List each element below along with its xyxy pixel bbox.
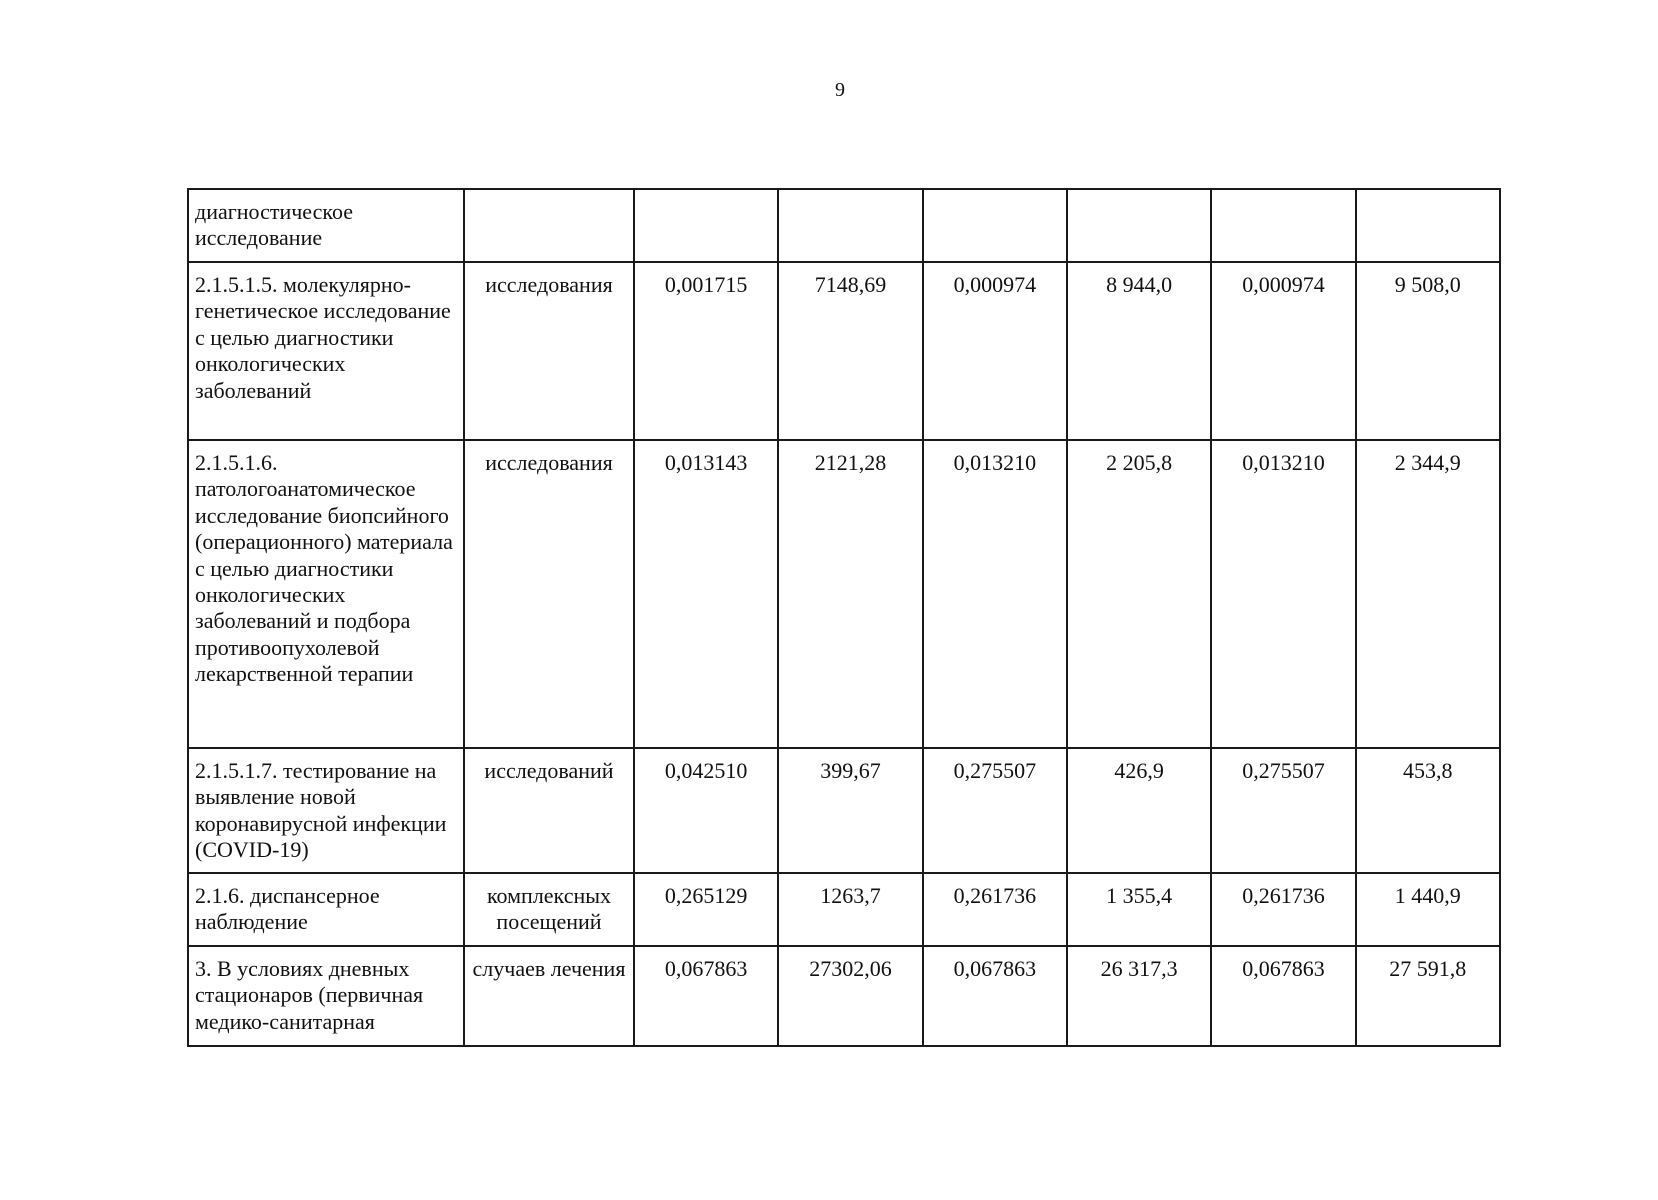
value-cell: 27 591,8 bbox=[1356, 946, 1500, 1046]
value-cell: 0,275507 bbox=[923, 748, 1067, 873]
row-name-cell: 2.1.6. диспансерное наблюдение bbox=[188, 873, 464, 946]
value-cell: 0,000974 bbox=[1211, 262, 1355, 440]
row-unit-cell: случаев лечения bbox=[464, 946, 634, 1046]
value-cell: 453,8 bbox=[1356, 748, 1500, 873]
row-name-cell: диагностическое исследование bbox=[188, 189, 464, 262]
value-cell: 0,013210 bbox=[923, 440, 1067, 748]
value-cell bbox=[1356, 189, 1500, 262]
row-unit-cell: исследований bbox=[464, 748, 634, 873]
row-name-cell: 2.1.5.1.7. тестирование на выявление новой коронавирусной инфекции (COVID-19) bbox=[188, 748, 464, 873]
value-cell: 0,000974 bbox=[923, 262, 1067, 440]
row-name-cell: 2.1.5.1.6. патологоанатомическое исследование биопсийного (операционного) материала с целью диагностики онкологических заболеваний и подбора противоопухолевой лекарственной терапии bbox=[188, 440, 464, 748]
value-cell: 0,042510 bbox=[634, 748, 778, 873]
row-unit-cell: комплексных посещений bbox=[464, 873, 634, 946]
row-unit-cell bbox=[464, 189, 634, 262]
value-cell: 0,001715 bbox=[634, 262, 778, 440]
table-row bbox=[188, 262, 1500, 440]
table-row bbox=[188, 748, 1500, 873]
value-cell: 399,67 bbox=[778, 748, 922, 873]
value-cell: 1 355,4 bbox=[1067, 873, 1211, 946]
value-cell: 0,067863 bbox=[634, 946, 778, 1046]
value-cell bbox=[778, 189, 922, 262]
value-cell: 1 440,9 bbox=[1356, 873, 1500, 946]
row-unit-cell: исследования bbox=[464, 440, 634, 748]
value-cell: 426,9 bbox=[1067, 748, 1211, 873]
value-cell bbox=[634, 189, 778, 262]
row-unit-cell: исследования bbox=[464, 262, 634, 440]
value-cell: 7148,69 bbox=[778, 262, 922, 440]
value-cell bbox=[923, 189, 1067, 262]
value-cell: 1263,7 bbox=[778, 873, 922, 946]
value-cell: 0,261736 bbox=[1211, 873, 1355, 946]
value-cell: 0,261736 bbox=[923, 873, 1067, 946]
value-cell bbox=[1067, 189, 1211, 262]
value-cell: 0,067863 bbox=[923, 946, 1067, 1046]
value-cell: 26 317,3 bbox=[1067, 946, 1211, 1046]
value-cell: 0,265129 bbox=[634, 873, 778, 946]
table-row bbox=[188, 440, 1500, 748]
value-cell: 2 205,8 bbox=[1067, 440, 1211, 748]
row-name-cell: 2.1.5.1.5. молекулярно-генетическое исследование с целью диагностики онкологических заболеваний bbox=[188, 262, 464, 440]
value-cell: 0,067863 bbox=[1211, 946, 1355, 1046]
table-row bbox=[188, 873, 1500, 946]
data-table bbox=[187, 188, 1501, 1047]
value-cell: 2 344,9 bbox=[1356, 440, 1500, 748]
value-cell: 8 944,0 bbox=[1067, 262, 1211, 440]
value-cell: 2121,28 bbox=[778, 440, 922, 748]
value-cell: 0,013210 bbox=[1211, 440, 1355, 748]
row-name-cell: 3. В условиях дневных стационаров (первичная медико-санитарная bbox=[188, 946, 464, 1046]
page-number: 9 bbox=[835, 79, 845, 101]
value-cell: 9 508,0 bbox=[1356, 262, 1500, 440]
value-cell bbox=[1211, 189, 1355, 262]
value-cell: 0,013143 bbox=[634, 440, 778, 748]
value-cell: 27302,06 bbox=[778, 946, 922, 1046]
table-row bbox=[188, 189, 1500, 262]
value-cell: 0,275507 bbox=[1211, 748, 1355, 873]
table-row bbox=[188, 946, 1500, 1046]
